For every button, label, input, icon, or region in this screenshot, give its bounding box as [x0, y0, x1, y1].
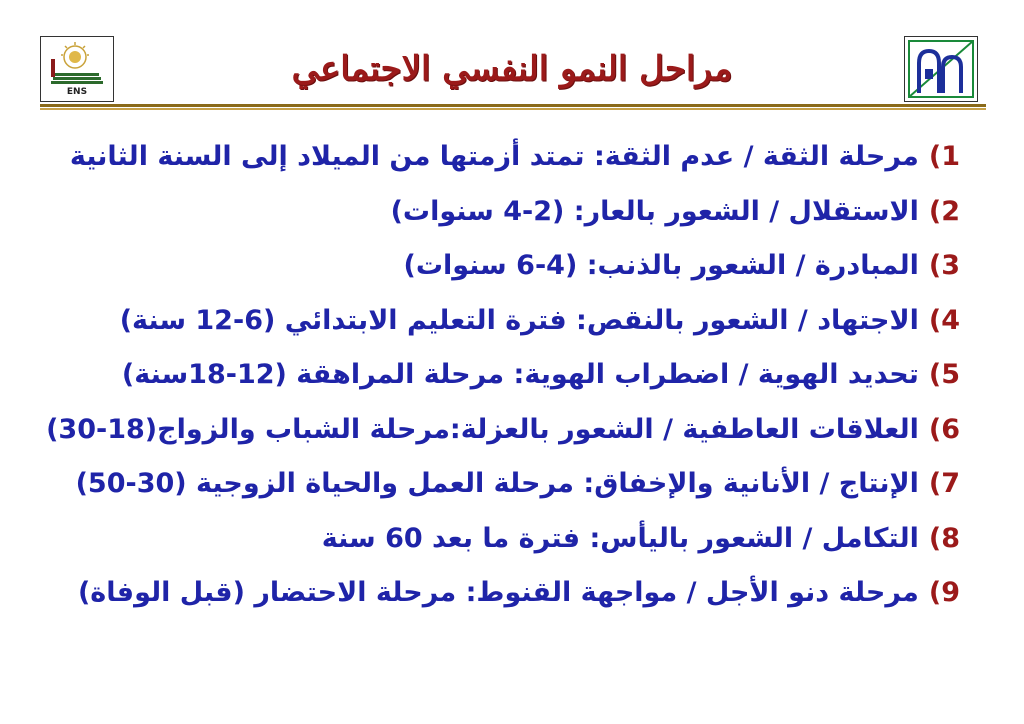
stage-item-3	[60, 239, 960, 294]
stage-text: مرحلة دنو الأجل / مواجهة القنوط: مرحلة الاحتضار (قبل الوفاة)	[77, 577, 919, 608]
stage-number: 2)	[928, 195, 960, 227]
stage-text: مرحلة الثقة / عدم الثقة: تمتد أزمتها من الميلاد إلى السنة الثانية	[69, 141, 919, 172]
stage-item-1	[60, 130, 960, 185]
header-divider	[40, 104, 986, 107]
stage-item-8	[60, 512, 960, 567]
stage-text: التكامل / الشعور باليأس: فترة ما بعد 60 سنة	[321, 522, 919, 554]
stage-number: 9)	[928, 577, 960, 608]
stage-item-9	[60, 566, 960, 621]
stage-item-5	[60, 348, 960, 403]
stage-number: 8)	[928, 522, 960, 554]
stage-number: 3)	[928, 250, 960, 281]
stage-text: تحديد الهوية / اضطراب الهوية: مرحلة المراهقة (12-18سنة)	[121, 359, 919, 390]
stage-number: 7)	[928, 468, 960, 499]
stage-item-7	[60, 457, 960, 512]
stage-item-6	[46, 403, 960, 458]
stage-text: الإنتاج / الأنانية والإخفاق: مرحلة العمل والحياة الزوجية (30-50)	[75, 468, 919, 499]
stage-number: 1)	[928, 141, 960, 172]
stages-list	[46, 130, 960, 621]
stage-item-4	[60, 294, 960, 349]
building-arches-icon	[905, 37, 977, 101]
stage-text: المبادرة / الشعور بالذنب: (4-6 سنوات)	[403, 250, 919, 281]
slide-header	[0, 0, 1024, 112]
header-divider-accent	[40, 108, 986, 110]
stage-text: الاجتهاد / الشعور بالنقص: فترة التعليم الابتدائي (6-12 سنة)	[119, 304, 919, 336]
ens-logo	[40, 36, 114, 102]
stage-item-2	[60, 185, 960, 240]
stage-number: 6)	[928, 413, 960, 445]
stage-text: الاستقلال / الشعور بالعار: (2-4 سنوات)	[390, 195, 919, 227]
stage-text: العلاقات العاطفية / الشعور بالعزلة:مرحلة الشباب والزواج(18-30)	[46, 413, 919, 445]
page-title: مراحل النمو النفسي الاجتماعي	[291, 49, 733, 89]
ens-logo-caption: ENS	[66, 87, 88, 97]
stage-number: 4)	[928, 304, 960, 336]
institution-logo	[904, 36, 978, 102]
stage-number: 5)	[928, 359, 960, 390]
